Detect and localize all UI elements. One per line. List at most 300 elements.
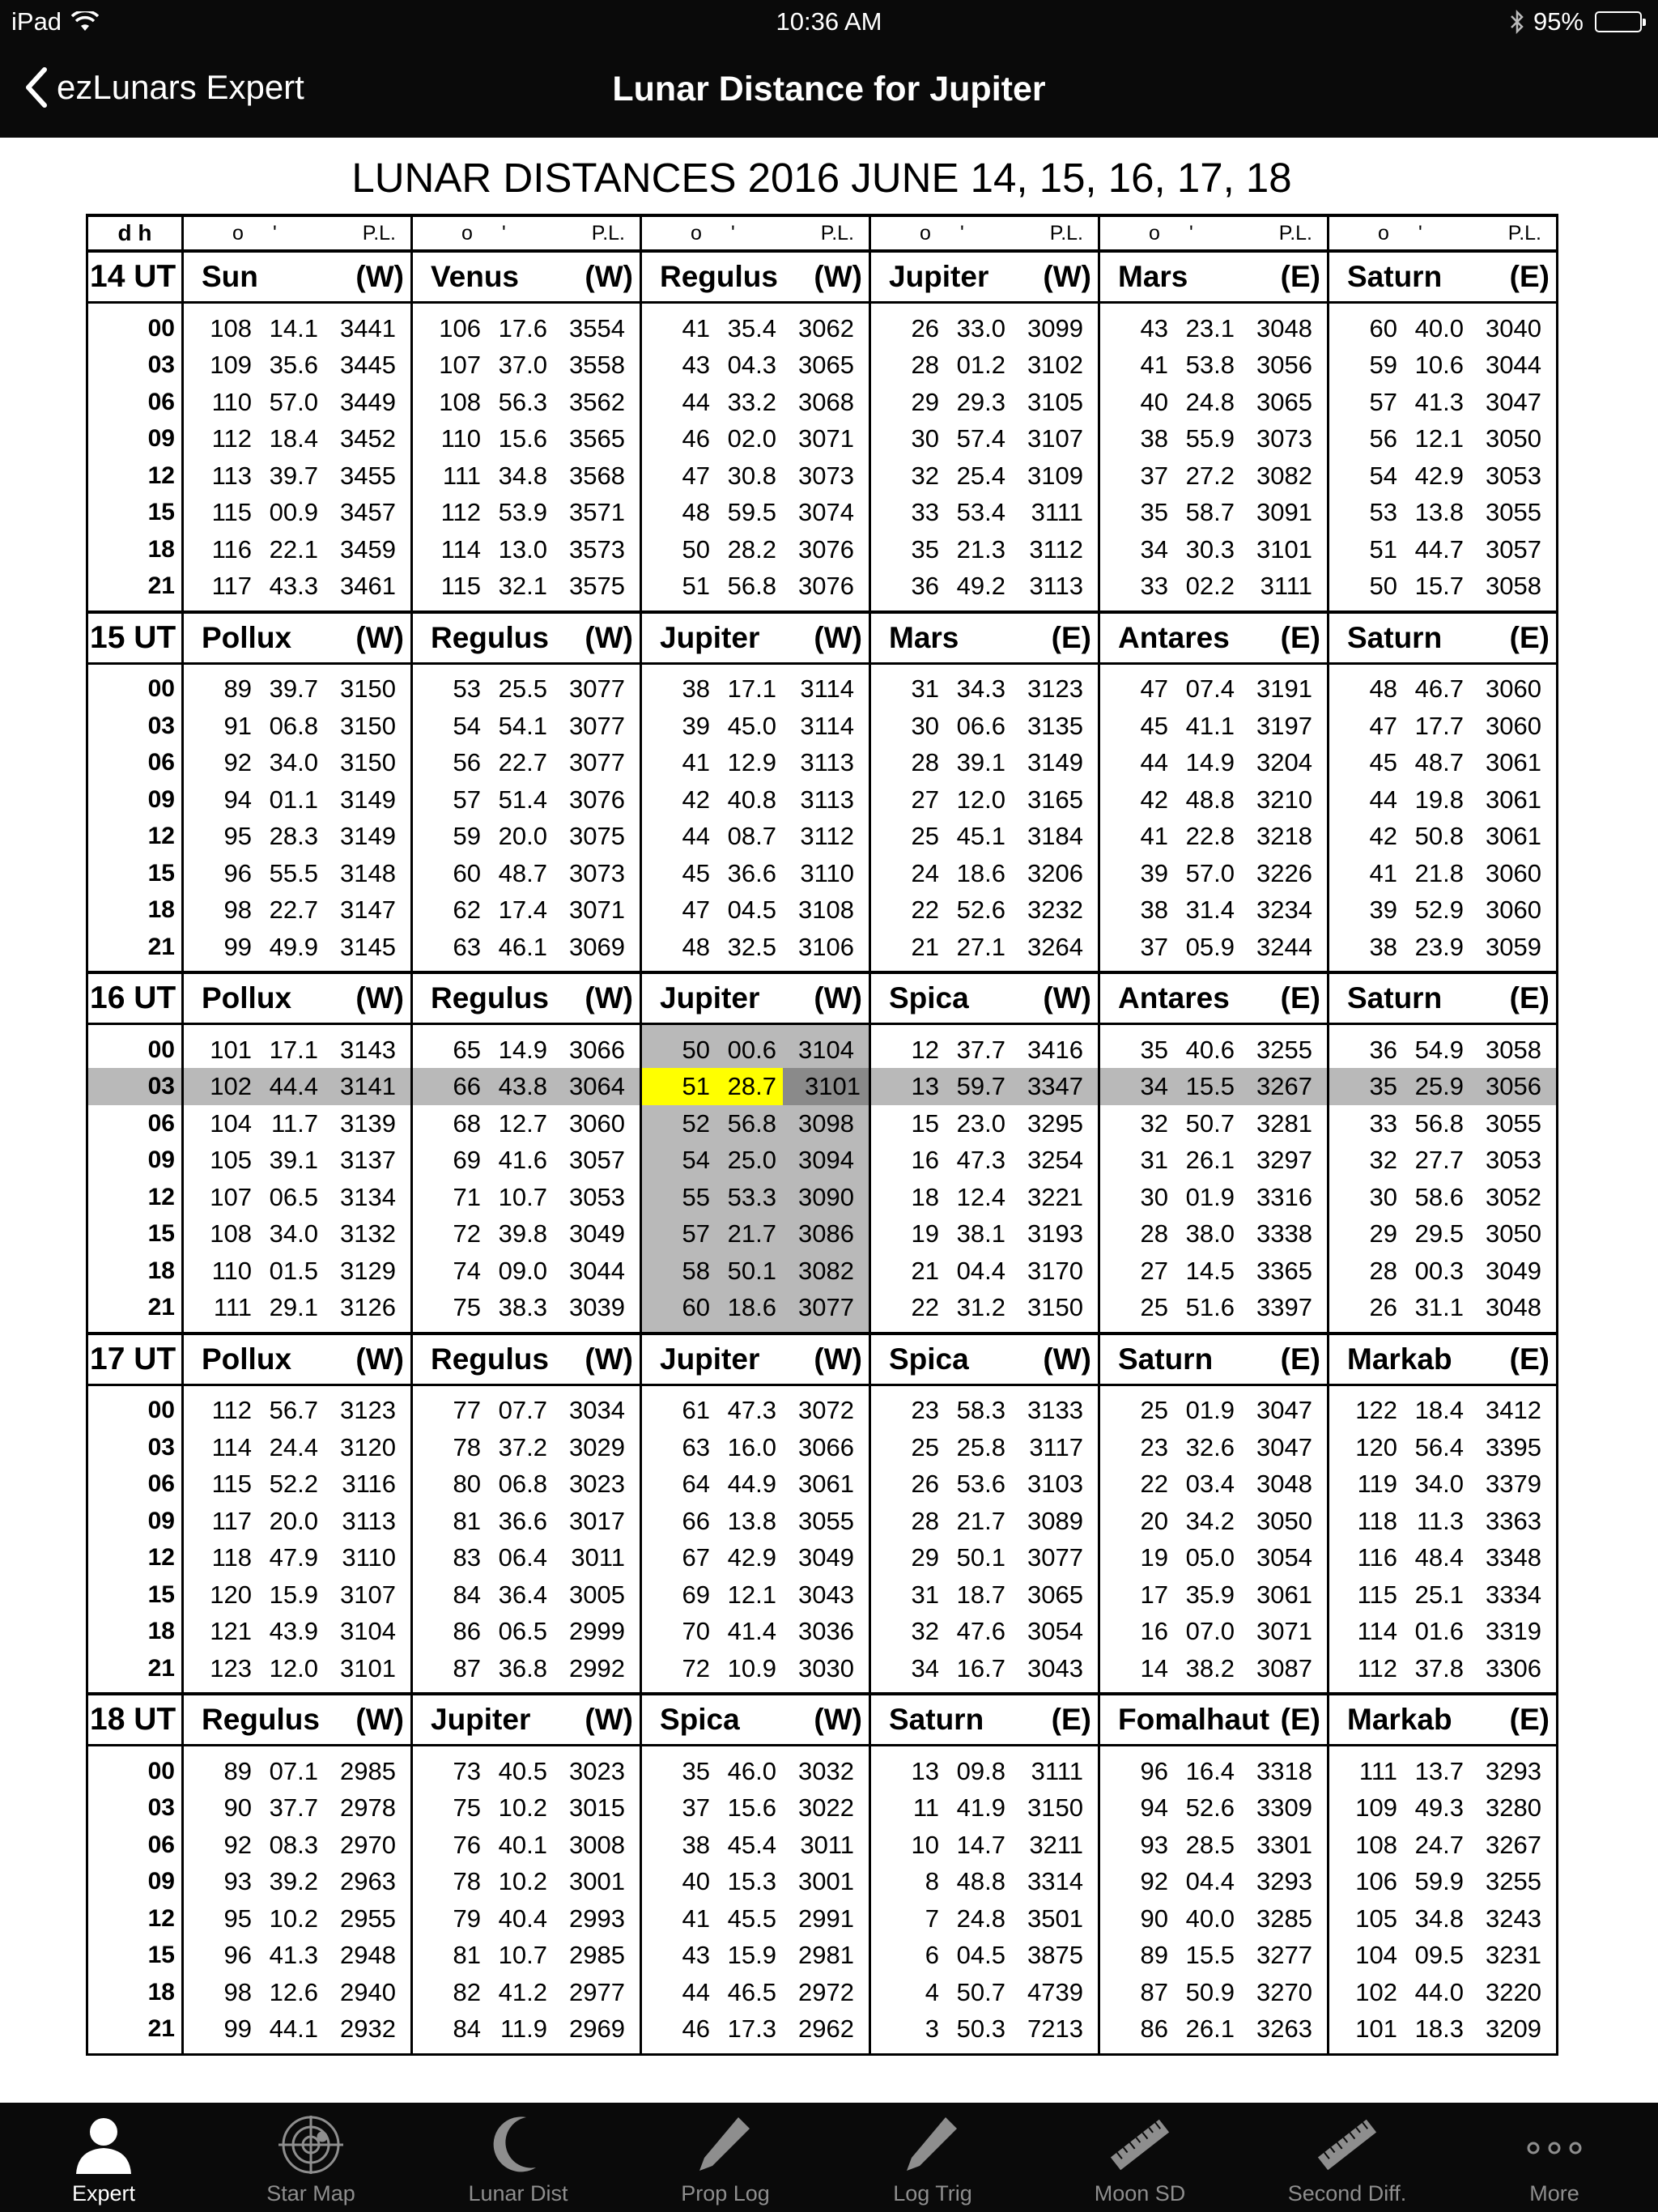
distance-cell[interactable] bbox=[641, 1576, 870, 1614]
tab-more[interactable] bbox=[1451, 2103, 1658, 2212]
distance-cell[interactable] bbox=[641, 494, 870, 531]
distance-cell[interactable] bbox=[641, 781, 870, 819]
distance-cell[interactable] bbox=[1099, 929, 1329, 966]
minutes: 34.0 bbox=[269, 748, 318, 776]
distance-values bbox=[184, 1539, 410, 1576]
distance-cell[interactable] bbox=[183, 2010, 412, 2048]
minutes: 12.0 bbox=[956, 785, 1005, 814]
distance-cell[interactable] bbox=[1099, 420, 1329, 457]
distance-cell[interactable] bbox=[641, 891, 870, 929]
minutes: 17.3 bbox=[727, 2014, 776, 2043]
distance-cell[interactable] bbox=[641, 1613, 870, 1650]
distance-cell[interactable] bbox=[1099, 855, 1329, 892]
distance-cell[interactable] bbox=[1099, 1105, 1329, 1142]
distance-cell[interactable] bbox=[641, 420, 870, 457]
distance-cell[interactable] bbox=[1329, 384, 1558, 421]
distance-cell[interactable] bbox=[183, 1576, 412, 1614]
distance-cell[interactable] bbox=[641, 1179, 870, 1216]
distance-cell[interactable] bbox=[870, 494, 1099, 531]
proportional-log: 3149 bbox=[1027, 748, 1083, 776]
distance-cell[interactable] bbox=[870, 1392, 1099, 1429]
distance-cell[interactable] bbox=[183, 420, 412, 457]
distance-values bbox=[413, 1863, 640, 1900]
distance-cell[interactable] bbox=[412, 1974, 641, 2011]
distance-cell[interactable] bbox=[412, 420, 641, 457]
distance-cell[interactable] bbox=[1329, 670, 1558, 708]
distance-cell[interactable] bbox=[641, 1289, 870, 1326]
distance-cell[interactable] bbox=[870, 744, 1099, 781]
distance-cell[interactable] bbox=[183, 855, 412, 892]
distance-cell[interactable] bbox=[870, 310, 1099, 347]
distance-cell[interactable] bbox=[870, 1253, 1099, 1290]
distance-cell[interactable] bbox=[183, 1105, 412, 1142]
distance-cell[interactable] bbox=[412, 1503, 641, 1540]
distance-cell[interactable] bbox=[1329, 347, 1558, 384]
distance-cell[interactable] bbox=[1329, 310, 1558, 347]
distance-cell[interactable] bbox=[870, 708, 1099, 745]
distance-cell[interactable] bbox=[641, 1142, 870, 1179]
distance-cell[interactable] bbox=[1329, 1465, 1558, 1503]
distance-cell[interactable] bbox=[1329, 1937, 1558, 1974]
degrees: 98 bbox=[223, 1977, 252, 2006]
distance-cell[interactable] bbox=[1099, 818, 1329, 855]
distance-cell[interactable] bbox=[183, 1465, 412, 1503]
distance-cell[interactable] bbox=[870, 1142, 1099, 1179]
distance-cell[interactable] bbox=[870, 1789, 1099, 1827]
tab-moon-sd[interactable] bbox=[1036, 2103, 1244, 2212]
distance-cell[interactable] bbox=[1329, 1863, 1558, 1900]
distance-cell[interactable] bbox=[183, 531, 412, 568]
minutes: 56.8 bbox=[727, 572, 776, 600]
distance-cell[interactable] bbox=[1099, 1429, 1329, 1466]
distance-cell[interactable] bbox=[641, 1827, 870, 1864]
distance-cell[interactable] bbox=[1329, 1142, 1558, 1179]
distance-cell[interactable] bbox=[641, 1900, 870, 1938]
distance-cell[interactable] bbox=[641, 1465, 870, 1503]
distance-cell[interactable] bbox=[412, 1900, 641, 1938]
distance-cell[interactable] bbox=[412, 531, 641, 568]
device-label: iPad bbox=[11, 7, 62, 36]
distance-cell[interactable] bbox=[641, 1789, 870, 1827]
distance-cell[interactable] bbox=[412, 1827, 641, 1864]
degrees: 25 bbox=[911, 1432, 939, 1461]
distance-cell[interactable] bbox=[183, 310, 412, 347]
distance-cell[interactable] bbox=[183, 1789, 412, 1827]
distance-cell[interactable] bbox=[412, 1576, 641, 1614]
distance-cell[interactable] bbox=[183, 1215, 412, 1253]
distance-cell[interactable] bbox=[412, 781, 641, 819]
distance-cell[interactable] bbox=[412, 2010, 641, 2048]
distance-cell[interactable] bbox=[1329, 1753, 1558, 1790]
distance-cell[interactable] bbox=[1329, 1900, 1558, 1938]
distance-cell[interactable] bbox=[1329, 1179, 1558, 1216]
distance-cell[interactable] bbox=[870, 781, 1099, 819]
distance-cell[interactable] bbox=[1329, 457, 1558, 495]
distance-cell[interactable] bbox=[412, 494, 641, 531]
distance-cell[interactable] bbox=[641, 1068, 870, 1105]
distance-cell[interactable] bbox=[1099, 1789, 1329, 1827]
distance-cell[interactable] bbox=[870, 531, 1099, 568]
minutes: 07.1 bbox=[269, 1756, 318, 1785]
distance-cell[interactable] bbox=[1099, 891, 1329, 929]
distance-cell[interactable] bbox=[183, 457, 412, 495]
distance-cell[interactable] bbox=[183, 891, 412, 929]
distance-values bbox=[1100, 1863, 1327, 1900]
distance-cell[interactable] bbox=[412, 310, 641, 347]
distance-cell[interactable] bbox=[412, 744, 641, 781]
distance-cell[interactable] bbox=[412, 457, 641, 495]
distance-cell[interactable] bbox=[1329, 1503, 1558, 1540]
distance-cell[interactable] bbox=[870, 1215, 1099, 1253]
distance-values bbox=[413, 1068, 640, 1105]
distance-cell[interactable] bbox=[183, 1289, 412, 1326]
pad-cell bbox=[1329, 2048, 1558, 2055]
distance-cell[interactable] bbox=[1329, 781, 1558, 819]
distance-cell[interactable] bbox=[1099, 1068, 1329, 1105]
distance-cell[interactable] bbox=[412, 1465, 641, 1503]
degrees: 42 bbox=[1369, 822, 1397, 850]
proportional-log: 3120 bbox=[340, 1432, 396, 1461]
distance-cell[interactable] bbox=[412, 1539, 641, 1576]
distance-cell[interactable] bbox=[1329, 1539, 1558, 1576]
distance-cell[interactable] bbox=[1329, 1650, 1558, 1687]
distance-values bbox=[871, 1215, 1098, 1253]
distance-cell[interactable] bbox=[183, 384, 412, 421]
distance-cell[interactable] bbox=[1099, 1179, 1329, 1216]
distance-cell[interactable] bbox=[641, 1937, 870, 1974]
distance-cell[interactable] bbox=[183, 1753, 412, 1790]
distance-cell[interactable] bbox=[1099, 1974, 1329, 2011]
degrees: 56 bbox=[1369, 424, 1397, 453]
distance-cell[interactable] bbox=[1099, 1863, 1329, 1900]
distance-cell[interactable] bbox=[870, 1539, 1099, 1576]
degrees: 105 bbox=[1355, 1904, 1397, 1933]
distance-cell[interactable] bbox=[641, 1429, 870, 1466]
distance-cell[interactable] bbox=[641, 929, 870, 966]
body-header bbox=[1100, 614, 1327, 662]
distance-cell[interactable] bbox=[1099, 384, 1329, 421]
distance-cell[interactable] bbox=[1099, 1937, 1329, 1974]
distance-cell[interactable] bbox=[1329, 855, 1558, 892]
distance-cell[interactable] bbox=[1329, 1289, 1558, 1326]
distance-cell[interactable] bbox=[1329, 708, 1558, 745]
distance-cell[interactable] bbox=[641, 1974, 870, 2011]
distance-cell[interactable] bbox=[412, 929, 641, 966]
proportional-log: 3011 bbox=[571, 1543, 625, 1572]
distance-cell[interactable] bbox=[641, 744, 870, 781]
distance-cell[interactable] bbox=[870, 1650, 1099, 1687]
distance-cell[interactable] bbox=[641, 1863, 870, 1900]
distance-cell[interactable] bbox=[870, 347, 1099, 384]
data-row bbox=[87, 568, 1558, 605]
distance-cell[interactable] bbox=[870, 1179, 1099, 1216]
distance-cell[interactable] bbox=[412, 1613, 641, 1650]
distance-cell[interactable] bbox=[412, 1142, 641, 1179]
distance-cell[interactable] bbox=[1099, 568, 1329, 605]
distance-cell[interactable] bbox=[870, 568, 1099, 605]
distance-cell[interactable] bbox=[183, 1863, 412, 1900]
distance-cell[interactable] bbox=[183, 494, 412, 531]
distance-cell[interactable] bbox=[1099, 1465, 1329, 1503]
distance-values bbox=[184, 1105, 410, 1142]
distance-cell[interactable] bbox=[183, 1429, 412, 1466]
units-labels bbox=[413, 217, 640, 249]
distance-cell[interactable] bbox=[870, 1429, 1099, 1466]
distance-cell[interactable] bbox=[641, 708, 870, 745]
distance-cell[interactable] bbox=[870, 670, 1099, 708]
distance-cell[interactable] bbox=[412, 1289, 641, 1326]
body-name: Regulus bbox=[431, 1342, 549, 1376]
degrees: 111 bbox=[442, 461, 481, 490]
distance-cell[interactable] bbox=[1099, 1900, 1329, 1938]
degrees: 29 bbox=[1369, 1219, 1397, 1248]
distance-cell[interactable] bbox=[412, 1937, 641, 1974]
distance-cell[interactable] bbox=[412, 818, 641, 855]
distance-cell[interactable] bbox=[1329, 744, 1558, 781]
distance-cell[interactable] bbox=[183, 781, 412, 819]
distance-cell[interactable] bbox=[1329, 1105, 1558, 1142]
distance-cell[interactable] bbox=[183, 1900, 412, 1938]
distance-cell[interactable] bbox=[870, 891, 1099, 929]
distance-cell[interactable] bbox=[183, 1068, 412, 1105]
distance-cell[interactable] bbox=[1099, 1289, 1329, 1326]
distance-cell[interactable] bbox=[412, 1753, 641, 1790]
distance-cell[interactable] bbox=[1329, 1392, 1558, 1429]
degrees: 37 bbox=[1140, 932, 1168, 961]
distance-cell[interactable] bbox=[1099, 781, 1329, 819]
distance-values bbox=[642, 1974, 869, 2011]
distance-cell[interactable] bbox=[641, 457, 870, 495]
distance-cell[interactable] bbox=[1099, 1142, 1329, 1179]
distance-cell[interactable] bbox=[641, 347, 870, 384]
distance-cell[interactable] bbox=[1099, 1650, 1329, 1687]
body-side: (E) bbox=[1051, 620, 1091, 654]
distance-cell[interactable] bbox=[870, 818, 1099, 855]
distance-cell[interactable] bbox=[1099, 1827, 1329, 1864]
pad-cell bbox=[1099, 1326, 1329, 1334]
distance-cell[interactable] bbox=[412, 670, 641, 708]
distance-cell[interactable] bbox=[183, 744, 412, 781]
distance-cell[interactable] bbox=[870, 1900, 1099, 1938]
distance-cell[interactable] bbox=[183, 1179, 412, 1216]
distance-cell[interactable] bbox=[183, 1613, 412, 1650]
distance-cell[interactable] bbox=[412, 568, 641, 605]
distance-cell[interactable] bbox=[870, 1503, 1099, 1540]
distance-cell[interactable] bbox=[183, 708, 412, 745]
proportional-log: 3111 bbox=[1031, 1756, 1083, 1785]
distance-cell[interactable] bbox=[1329, 1032, 1558, 1069]
distance-cell[interactable] bbox=[1329, 568, 1558, 605]
distance-cell[interactable] bbox=[183, 1974, 412, 2011]
distance-cell[interactable] bbox=[183, 1253, 412, 1290]
distance-cell[interactable] bbox=[183, 818, 412, 855]
distance-cell[interactable] bbox=[641, 1253, 870, 1290]
distance-cell[interactable] bbox=[1329, 818, 1558, 855]
distance-cell[interactable] bbox=[412, 1863, 641, 1900]
distance-cell[interactable] bbox=[412, 1392, 641, 1429]
distance-cell[interactable] bbox=[1099, 1576, 1329, 1614]
distance-cell[interactable] bbox=[1329, 929, 1558, 966]
distance-cell[interactable] bbox=[183, 568, 412, 605]
degrees: 95 bbox=[223, 822, 252, 850]
distance-cell[interactable] bbox=[412, 855, 641, 892]
dh-header: d h bbox=[87, 215, 183, 251]
tab-second-diff[interactable] bbox=[1244, 2103, 1451, 2212]
distance-cell[interactable] bbox=[641, 670, 870, 708]
distance-cell[interactable] bbox=[641, 1392, 870, 1429]
distance-cell[interactable] bbox=[183, 1937, 412, 1974]
distance-cell[interactable] bbox=[1329, 420, 1558, 457]
distance-cell[interactable] bbox=[1329, 1974, 1558, 2011]
distance-cell[interactable] bbox=[641, 310, 870, 347]
pad-cell bbox=[1329, 1024, 1558, 1032]
distance-cell[interactable] bbox=[870, 1105, 1099, 1142]
distance-cell[interactable] bbox=[870, 420, 1099, 457]
distance-cell[interactable] bbox=[1099, 1392, 1329, 1429]
distance-cell[interactable] bbox=[183, 929, 412, 966]
distance-cell[interactable] bbox=[1329, 1789, 1558, 1827]
distance-cell[interactable] bbox=[412, 708, 641, 745]
selected-distance[interactable] bbox=[642, 1068, 783, 1105]
distance-cell[interactable] bbox=[1329, 1613, 1558, 1650]
distance-cell[interactable] bbox=[183, 1827, 412, 1864]
distance-cell[interactable] bbox=[412, 1253, 641, 1290]
distance-cell[interactable] bbox=[641, 855, 870, 892]
distance-cell[interactable] bbox=[1329, 1068, 1558, 1105]
distance-cell[interactable] bbox=[1099, 494, 1329, 531]
minutes: 29.3 bbox=[956, 387, 1005, 416]
ruler-icon bbox=[1307, 2114, 1388, 2176]
distance-cell[interactable] bbox=[641, 1753, 870, 1790]
proportional-log: 3184 bbox=[1027, 822, 1083, 850]
distance-cell[interactable] bbox=[870, 1465, 1099, 1503]
distance-cell[interactable] bbox=[183, 1142, 412, 1179]
distance-cell[interactable] bbox=[870, 855, 1099, 892]
distance-values bbox=[871, 2010, 1098, 2048]
hour-label: 03 bbox=[87, 1068, 183, 1105]
distance-cell[interactable] bbox=[183, 1032, 412, 1069]
distance-cell[interactable] bbox=[870, 1974, 1099, 2011]
distance-cell[interactable] bbox=[641, 1539, 870, 1576]
distance-cell[interactable] bbox=[870, 1576, 1099, 1614]
distance-cell[interactable] bbox=[1099, 2010, 1329, 2048]
day-label: 18 UT bbox=[87, 1694, 183, 1746]
distance-cell[interactable] bbox=[1099, 1215, 1329, 1253]
distance-cell[interactable] bbox=[1099, 531, 1329, 568]
tab-prop-log[interactable] bbox=[622, 2103, 829, 2212]
distance-cell[interactable] bbox=[1329, 1429, 1558, 1466]
body-name: Mars bbox=[889, 620, 959, 654]
body-name: Antares bbox=[1118, 620, 1230, 654]
data-row bbox=[87, 708, 1558, 745]
distance-cell[interactable] bbox=[1099, 1032, 1329, 1069]
distance-cell[interactable] bbox=[412, 1032, 641, 1069]
distance-cell[interactable] bbox=[641, 1032, 870, 1069]
distance-cell[interactable] bbox=[1329, 891, 1558, 929]
distance-cell[interactable] bbox=[641, 1650, 870, 1687]
distance-cell[interactable] bbox=[1329, 1827, 1558, 1864]
distance-cell[interactable] bbox=[870, 1032, 1099, 1069]
proportional-log: 3076 bbox=[798, 534, 854, 564]
distance-cell[interactable] bbox=[1099, 457, 1329, 495]
distance-cell[interactable] bbox=[183, 1503, 412, 1540]
distance-cell[interactable] bbox=[1329, 1576, 1558, 1614]
distance-cell[interactable] bbox=[183, 347, 412, 384]
distance-cell[interactable] bbox=[1329, 1253, 1558, 1290]
distance-cell[interactable] bbox=[1099, 1503, 1329, 1540]
distance-cell[interactable] bbox=[412, 891, 641, 929]
degrees: 66 bbox=[453, 1072, 481, 1100]
distance-cell[interactable] bbox=[1099, 1539, 1329, 1576]
distance-cell[interactable] bbox=[1329, 494, 1558, 531]
distance-cell[interactable] bbox=[412, 1215, 641, 1253]
degrees: 83 bbox=[453, 1543, 481, 1572]
distance-cell[interactable] bbox=[641, 568, 870, 605]
distance-cell[interactable] bbox=[1099, 310, 1329, 347]
distance-cell[interactable] bbox=[641, 384, 870, 421]
distance-cell[interactable] bbox=[870, 1613, 1099, 1650]
distance-cell[interactable] bbox=[1099, 1613, 1329, 1650]
distance-cell[interactable] bbox=[1099, 708, 1329, 745]
distance-cell[interactable] bbox=[870, 2010, 1099, 2048]
distance-cell[interactable] bbox=[870, 929, 1099, 966]
distance-cell[interactable] bbox=[1099, 347, 1329, 384]
distance-cell[interactable] bbox=[870, 1863, 1099, 1900]
distance-cell[interactable] bbox=[641, 1215, 870, 1253]
distance-cell[interactable] bbox=[641, 2010, 870, 2048]
degrees: 60 bbox=[1369, 313, 1397, 342]
distance-cell[interactable] bbox=[412, 347, 641, 384]
tab-lunar-dist[interactable] bbox=[414, 2103, 622, 2212]
distance-cell[interactable] bbox=[1329, 2010, 1558, 2048]
distance-cell[interactable] bbox=[641, 818, 870, 855]
distance-cell[interactable] bbox=[412, 1179, 641, 1216]
distance-cell[interactable] bbox=[641, 1503, 870, 1540]
distance-cell[interactable] bbox=[1099, 1253, 1329, 1290]
distance-cell[interactable] bbox=[412, 1789, 641, 1827]
distance-cell[interactable] bbox=[412, 1429, 641, 1466]
distance-cell[interactable] bbox=[641, 1105, 870, 1142]
distance-cell[interactable] bbox=[641, 531, 870, 568]
distance-cell[interactable] bbox=[870, 1937, 1099, 1974]
distance-cell[interactable] bbox=[412, 1068, 641, 1105]
distance-cell[interactable] bbox=[183, 670, 412, 708]
tab-expert[interactable] bbox=[0, 2103, 207, 2212]
distance-cell[interactable] bbox=[870, 1827, 1099, 1864]
distance-cell[interactable] bbox=[183, 1392, 412, 1429]
distance-cell[interactable] bbox=[183, 1539, 412, 1576]
distance-cell[interactable] bbox=[1329, 531, 1558, 568]
distance-values bbox=[1329, 1753, 1556, 1790]
distance-cell[interactable] bbox=[870, 1289, 1099, 1326]
distance-cell[interactable] bbox=[870, 457, 1099, 495]
distance-cell[interactable] bbox=[1099, 670, 1329, 708]
distance-cell[interactable] bbox=[870, 1068, 1099, 1105]
distance-cell[interactable] bbox=[412, 1105, 641, 1142]
distance-cell[interactable] bbox=[870, 1753, 1099, 1790]
distance-values bbox=[1100, 818, 1327, 855]
distance-cell[interactable] bbox=[1099, 1753, 1329, 1790]
distance-cell[interactable] bbox=[183, 1650, 412, 1687]
distance-cell[interactable] bbox=[870, 384, 1099, 421]
proportional-log: 3129 bbox=[340, 1256, 396, 1285]
distance-cell[interactable] bbox=[412, 1650, 641, 1687]
distance-cell[interactable] bbox=[412, 384, 641, 421]
distance-cell[interactable] bbox=[1329, 1215, 1558, 1253]
distance-cell[interactable] bbox=[1099, 744, 1329, 781]
tab-star-map[interactable] bbox=[207, 2103, 414, 2212]
tab-log-trig[interactable] bbox=[829, 2103, 1036, 2212]
